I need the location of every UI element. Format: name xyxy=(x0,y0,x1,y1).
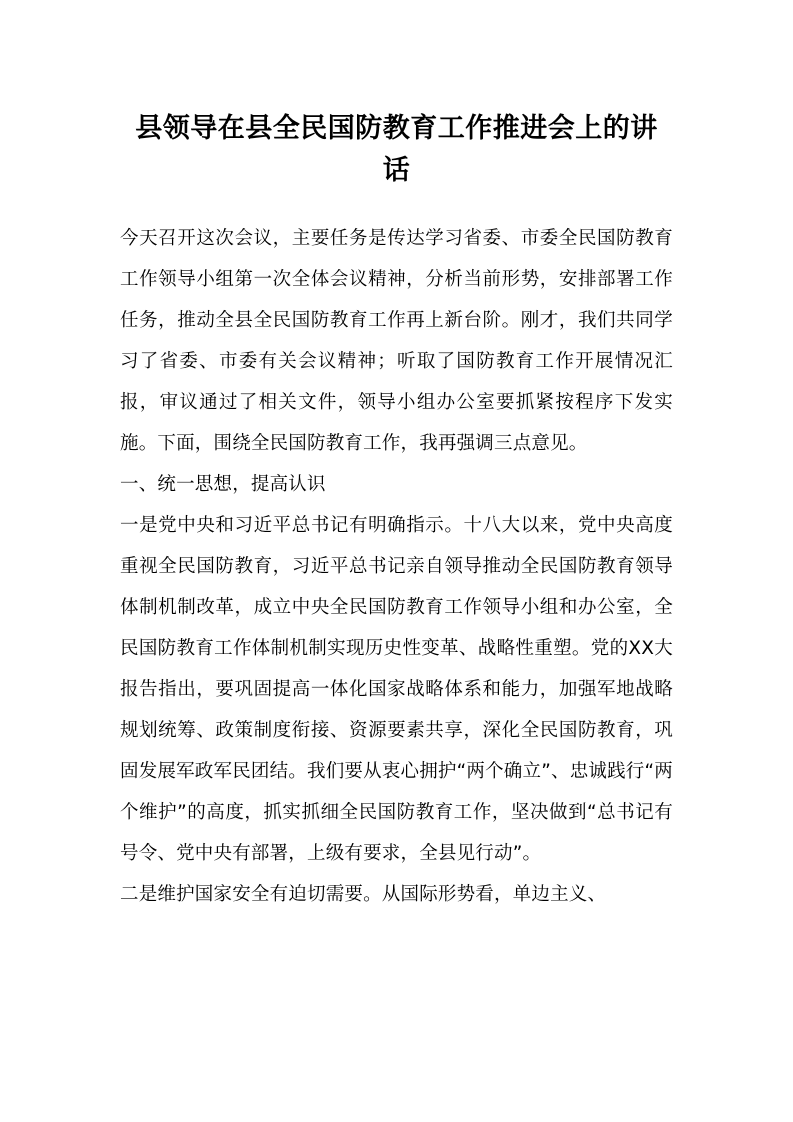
page-title: 县领导在县全民国防教育工作推进会上的讲话 xyxy=(135,113,658,186)
paragraph: 一是党中央和习近平总书记有明确指示。十八大以来，党中央高度重视全民国防教育，习近平总书记亲自领导推动全民国防教育领导体制机制改革，成立中央全民国防教育工作领导小组和办公室，全民国防教育工作体制机制实现历史性变革、战略性重塑。党的XX大报告指出，要巩固提高一体化国家战略体系和能力，加强军地战略规划统筹、政策制度衔接、资源要素共享，深化全民国防教育，巩固发展军政军民团结。我们要从衷心拥护“两个确立”、忠诚践行“两个维护”的高度，抓实抓细全民国防教育工作，坚决做到“总书记有号令、党中央有部署，上级有要求，全县见行动”。 xyxy=(120,515,673,864)
paragraph: 二是维护国家安全有迫切需要。从国际形势看，单边主义、 xyxy=(120,884,607,905)
document-body xyxy=(120,218,673,915)
paragraph: 今天召开这次会议，主要任务是传达学习省委、市委全民国防教育工作领导小组第一次全体会议精神，分析当前形势，安排部署工作任务，推动全县全民国防教育工作再上新台阶。刚才，我们共同学习了省委、市委有关会议精神；听取了国防教育工作开展情况汇报，审议通过了相关文件，领导小组办公室要抓紧按程序下发实施。下面，围绕全民国防教育工作，我再强调三点意见。 xyxy=(120,228,673,454)
paragraph: 一、统一思想，提高认识 xyxy=(120,474,326,495)
